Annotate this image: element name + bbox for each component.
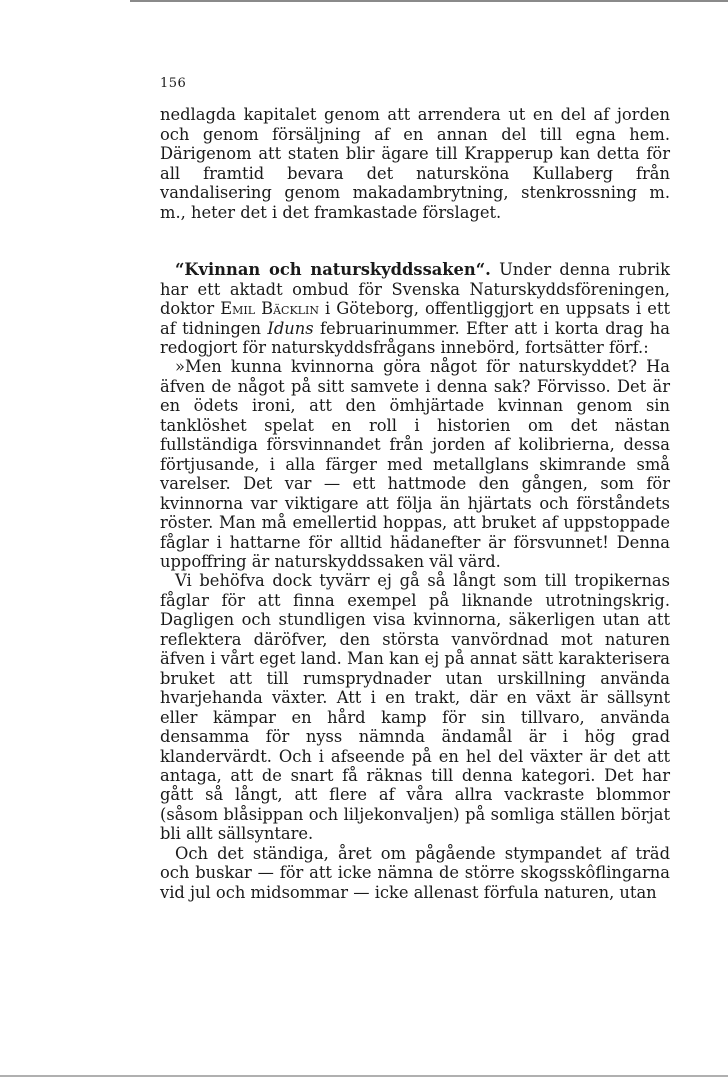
paragraph-4: Vi behöfva dock tyvärr ej gå så långt som till tropikernas fåglar för att finna exempel på liknande utrotningskrig. Dagligen och stundligen visa kvinnorna, säkerligen utan att reflektera däröfver, den största vanvördnad mot naturen äfven i vårt eget land. Man kan ej på annat sätt karakterisera bruket att till rumsprydnader utan urskillning använda hvarjehanda växter. Att i en trakt, där en växt är sällsynt eller kämpar en hård kamp för sin tillvaro, använda densamma för nyss nämnda ändamål är i hög grad klandervärdt. Och i afseende på en hel del växter är det att antaga, att de snart få räknas till denna kategori. Det har gått så långt, att flere af våra allra vackraste blommor (såsom blåsippan och liljekonvaljen) på somliga ställen börjat bli allt sällsyntare. <box>160 571 670 844</box>
article-title: “Kvinnan och naturskyddssaken“. <box>175 260 491 280</box>
paragraph-2-text-a: Under denna rubrik har ett aktadt ombud för Svenska Naturskyddsföreningen, doktor <box>160 260 670 319</box>
page-bottom-border <box>0 1075 728 1077</box>
author-name: Emil Bäcklin <box>220 299 319 319</box>
paragraph-2 <box>160 260 670 357</box>
paragraph-3: »Men kunna kvinnorna göra något för naturskyddet? Ha äfven de något på sitt samvete i denna sak? Förvisso. Det är en ödets ironi, att den ömhjärtade kvinnan genom sin tanklöshet spelat en roll i historien om det nästan fullständiga försvinnandet från jorden af kolibrierna, dessa förtjusande, i alla färger med metallglans skimrande små varelser. Det var — ett hattmode den gången, som för kvinnorna var viktigare att följa än hjärtats och förståndets röster. Man må emellertid hoppas, att bruket af uppstoppade fåglar i hattarne för alltid hädanefter är försvunnet! Denna uppoffring är naturskyddssaken väl värd. <box>160 357 670 571</box>
paragraph-1: nedlagda kapitalet genom att arrendera ut en del af jorden och genom försäljning af en annan del till egna hem. Därigenom att staten blir ägare till Krapperup kan detta för all framtid bevara det natursköna Kullaberg från vandalisering genom makadambrytning, stenkrossning m. m., heter det i det framkastade förslaget. <box>160 105 670 222</box>
section-gap <box>160 222 670 260</box>
paragraph-5: Och det ständiga, året om pågående stympandet af träd och buskar — för att icke nämna de större skogsskôflingarna vid jul och midsommar — icke allenast förfula naturen, utan <box>160 843 670 902</box>
page-number: 156 <box>160 76 187 91</box>
page-content <box>160 74 670 902</box>
paragraph-2-text-c: februarinummer. Efter att i korta drag ha redogjort för naturskyddsfrågans innebörd, fortsätter förf.: <box>160 318 671 357</box>
paragraph-2-text-b: i Göteborg, offentliggjort en uppsats i ett af tidningen <box>160 299 670 338</box>
page-top-border <box>130 0 728 2</box>
publication-name: Iduns <box>267 318 314 338</box>
